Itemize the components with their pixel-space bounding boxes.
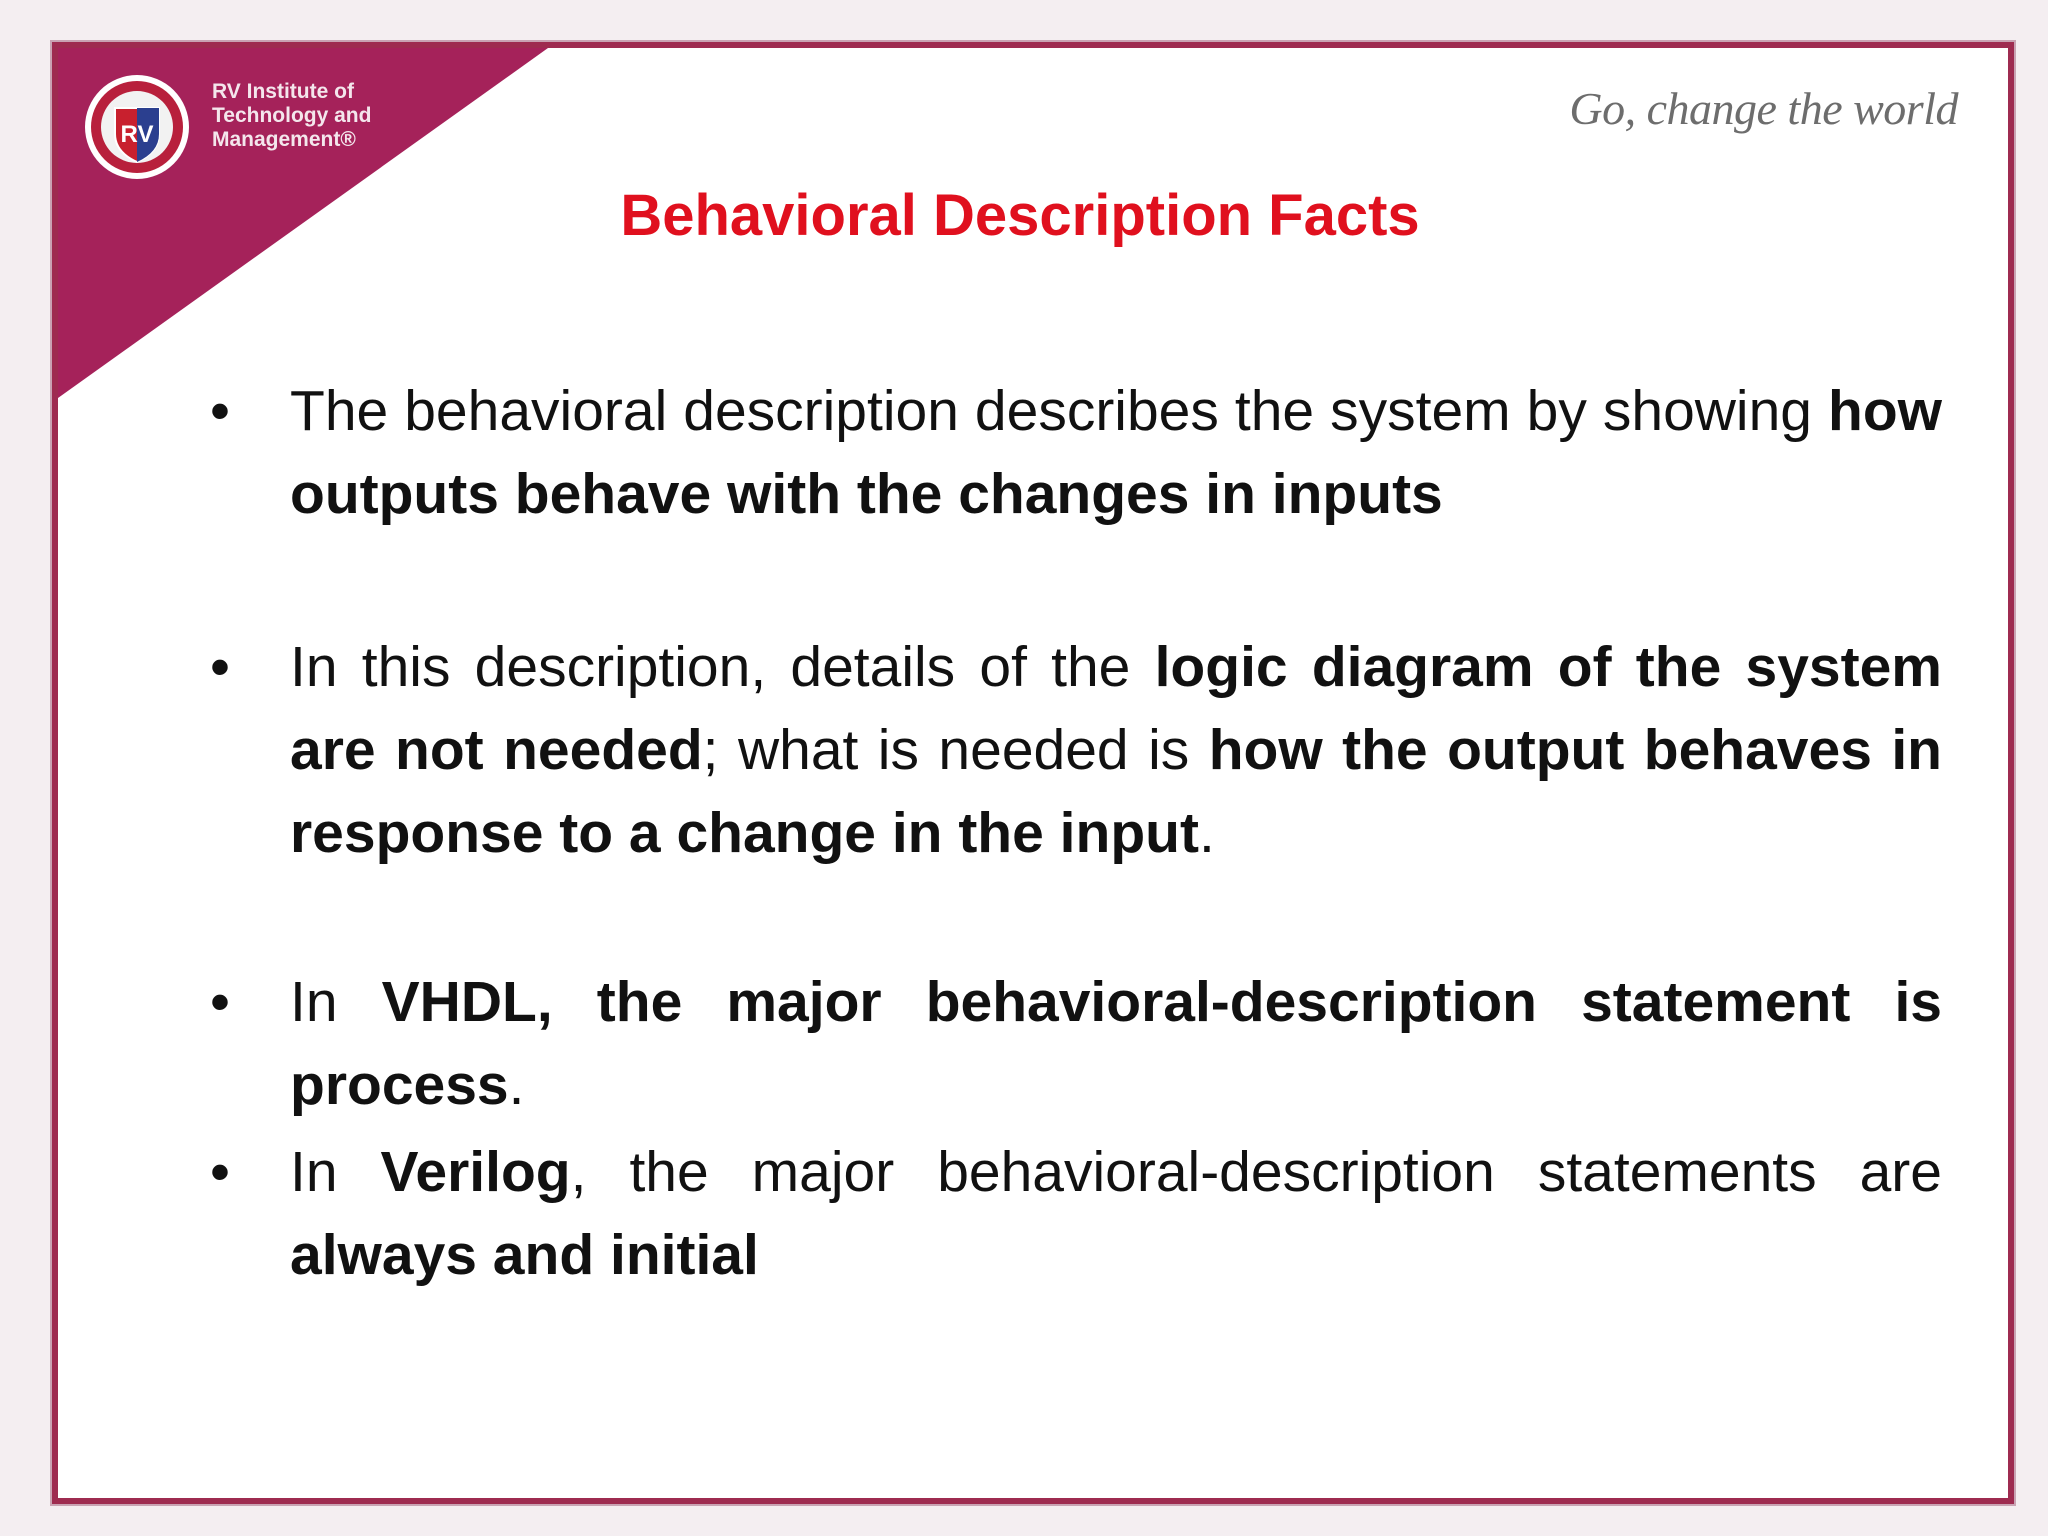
bullet-text: In this description, details of the xyxy=(290,635,1155,699)
institute-name-line-2: Technology and xyxy=(212,104,372,127)
bullet-emphasis: Verilog xyxy=(380,1140,571,1204)
bullet-item xyxy=(210,1131,1942,1297)
bullet-item xyxy=(210,626,1942,875)
bullet-emphasis: always and initial xyxy=(290,1223,759,1287)
bullet-text: In xyxy=(290,1140,381,1204)
institute-name xyxy=(212,80,432,152)
institute-name-line-3: Management® xyxy=(212,128,356,151)
bullet-item xyxy=(210,370,1942,536)
bullet-text: The behavioral description describes the system by showing xyxy=(290,379,1829,443)
bullet-emphasis: how outputs behave with the changes in inputs xyxy=(290,379,1942,526)
bullet-text: In xyxy=(290,970,382,1034)
institute-seal-icon xyxy=(82,72,192,182)
tagline: Go, change the world xyxy=(1569,83,1958,134)
bullet-text: . xyxy=(1198,801,1215,865)
institute-name-line-1: RV Institute of xyxy=(212,80,354,103)
bullet-text: ; what is needed is xyxy=(702,718,1209,782)
bullet-emphasis: logic diagram of the system are not needed xyxy=(290,635,1942,782)
bullet-item xyxy=(210,961,1942,1127)
bullet-text: . xyxy=(508,1053,525,1117)
slide-title: Behavioral Description Facts xyxy=(620,183,1420,248)
bullet-emphasis: VHDL, the major behavioral-description statement is process xyxy=(290,970,1942,1117)
bullet-list xyxy=(210,370,1942,1297)
seal-letters: RV xyxy=(120,121,154,148)
bullet-text: , the major behavioral-description statements are xyxy=(570,1140,1942,1204)
bullet-emphasis: how the output behaves in response to a change in the input xyxy=(290,718,1943,865)
